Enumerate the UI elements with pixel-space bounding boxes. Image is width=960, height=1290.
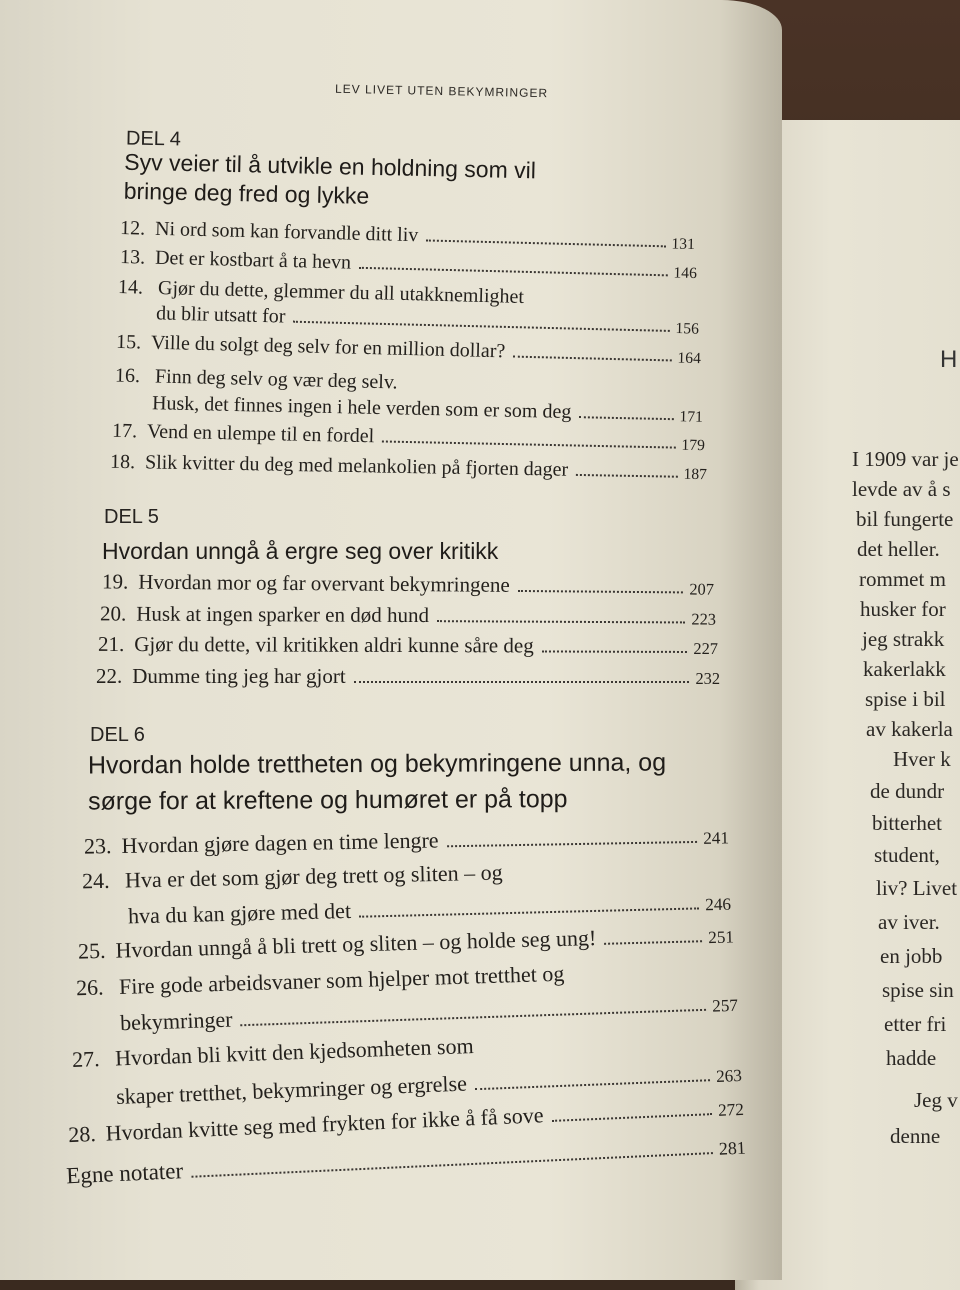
leader-dots bbox=[579, 416, 673, 420]
leader-dots bbox=[359, 907, 699, 917]
toc-entry-15[interactable]: 15. Ville du solgt deg selv for en million dollar? 164 bbox=[115, 330, 702, 368]
leader-dots bbox=[604, 940, 702, 945]
leader-dots bbox=[293, 321, 669, 332]
leader-dots bbox=[542, 650, 688, 653]
right-line: husker for bbox=[860, 597, 946, 621]
toc-entry-14-line1: 14. Gjør du dette, glemmer du all utakknemlighet bbox=[117, 276, 525, 308]
toc-entry-24-line1: 24. Hva er det som gjør deg trett og sliten – og bbox=[81, 859, 503, 894]
toc-entry-12[interactable]: 12. Ni ord som kan forvandle ditt liv 131 bbox=[119, 216, 696, 254]
right-line: student, bbox=[874, 843, 940, 867]
leader-dots bbox=[241, 1009, 707, 1026]
right-line: liv? Livet bbox=[876, 876, 958, 900]
toc-entry-19[interactable]: 19. Hvordan mor og far overvant bekymringene 207 bbox=[101, 569, 715, 599]
toc-entry-23[interactable]: 23. Hvordan gjøre dagen en time lengre 241 bbox=[83, 827, 730, 859]
toc-entry-16-line1: 16. Finn deg selv og vær deg selv. bbox=[114, 364, 398, 394]
right-line: Jeg v bbox=[914, 1088, 958, 1112]
right-line: hadde bbox=[886, 1046, 937, 1070]
leader-dots bbox=[447, 841, 698, 847]
part-4-title: Syv veier til å utvikle en holdning som vil bringe deg fred og lykke bbox=[123, 148, 537, 209]
leader-dots bbox=[437, 620, 685, 623]
right-line: de dundr bbox=[870, 779, 945, 803]
toc-entry-17[interactable]: 17. Vend en ulempe til en fordel 179 bbox=[111, 419, 706, 455]
part-6-label: DEL 6 bbox=[90, 724, 145, 746]
toc-entry-21[interactable]: 21. Gjør du dette, vil kritikken aldri kunne såre deg 227 bbox=[97, 631, 719, 659]
right-line: denne bbox=[890, 1124, 941, 1148]
right-line: bil fungerte bbox=[856, 507, 954, 531]
leader-dots bbox=[382, 440, 675, 448]
toc-entry-27-line1: 27. Hvordan bli kvitt den kjedsomheten som bbox=[71, 1032, 474, 1073]
toc-entry-28[interactable]: 28. Hvordan kvitte seg med frykten for ikke å få sove 272 bbox=[67, 1099, 745, 1148]
toc-entry-13[interactable]: 13. Det er kostbart å ta hevn 146 bbox=[119, 245, 698, 283]
running-head: LEV LIVET UTEN BEKYMRINGER bbox=[334, 81, 549, 101]
leader-dots bbox=[513, 356, 671, 362]
leader-dots bbox=[518, 590, 684, 593]
toc-entry-26-line1: 26. Fire gode arbeidsvaner som hjelper mot tretthet og bbox=[75, 960, 565, 1001]
right-line: av iver. bbox=[878, 910, 940, 934]
right-line: spise i bil bbox=[865, 687, 946, 711]
right-line: spise sin bbox=[882, 978, 954, 1002]
right-line: av kakerla bbox=[866, 717, 953, 741]
leader-dots bbox=[354, 681, 690, 683]
toc-entry-27[interactable]: skaper tretthet, bekymringer og ergrelse 263 bbox=[115, 1065, 743, 1110]
right-line: Hver k bbox=[893, 747, 951, 771]
leader-dots bbox=[191, 1152, 713, 1178]
part-5-title: Hvordan unngå å ergre seg over kritikk bbox=[102, 538, 499, 564]
leader-dots bbox=[359, 267, 668, 277]
right-page-heading: H bbox=[940, 346, 958, 373]
leader-dots bbox=[426, 239, 665, 247]
toc-entry-22[interactable]: 22. Dumme ting jeg har gjort 232 bbox=[96, 664, 720, 688]
toc-entry-notes[interactable]: Egne notater 281 bbox=[65, 1137, 747, 1189]
right-line: bitterhet bbox=[872, 811, 942, 835]
right-line: etter fri bbox=[884, 1012, 947, 1036]
part-4-label: DEL 4 bbox=[125, 127, 182, 151]
right-line: en jobb bbox=[880, 944, 943, 968]
toc-entry-25[interactable]: 25. Hvordan unngå å bli trett og sliten – og holde seg ung! 251 bbox=[77, 925, 735, 964]
leader-dots bbox=[552, 1113, 713, 1122]
right-line: jeg strakk bbox=[862, 627, 945, 651]
toc-entry-20[interactable]: 20. Husk at ingen sparker en død hund 223 bbox=[99, 601, 717, 629]
right-line: rommet m bbox=[859, 567, 946, 591]
leader-dots bbox=[576, 474, 677, 478]
toc-entry-18[interactable]: 18. Slik kvitter du deg med melankolien på fjorten dager 187 bbox=[109, 450, 708, 484]
toc-entry-24[interactable]: hva du kan gjøre med det 246 bbox=[127, 894, 732, 929]
toc-entry-14[interactable]: du blir utsatt for 156 bbox=[155, 302, 700, 338]
toc-entry-26[interactable]: bekymringer 257 bbox=[119, 995, 739, 1036]
part-6-title: Hvordan holde trettheten og bekymringene unna, og sørge for at kreftene og humøret er på topp bbox=[87, 748, 667, 816]
right-line: I 1909 var je bbox=[852, 447, 959, 471]
right-line: det heller. bbox=[857, 537, 940, 561]
leader-dots bbox=[475, 1079, 710, 1090]
right-line: kakerlakk bbox=[863, 657, 946, 681]
toc-entry-16[interactable]: Husk, det finnes ingen i hele verden som er som deg 171 bbox=[151, 392, 704, 426]
part-5-label: DEL 5 bbox=[104, 506, 159, 528]
right-line: levde av å s bbox=[852, 477, 951, 501]
